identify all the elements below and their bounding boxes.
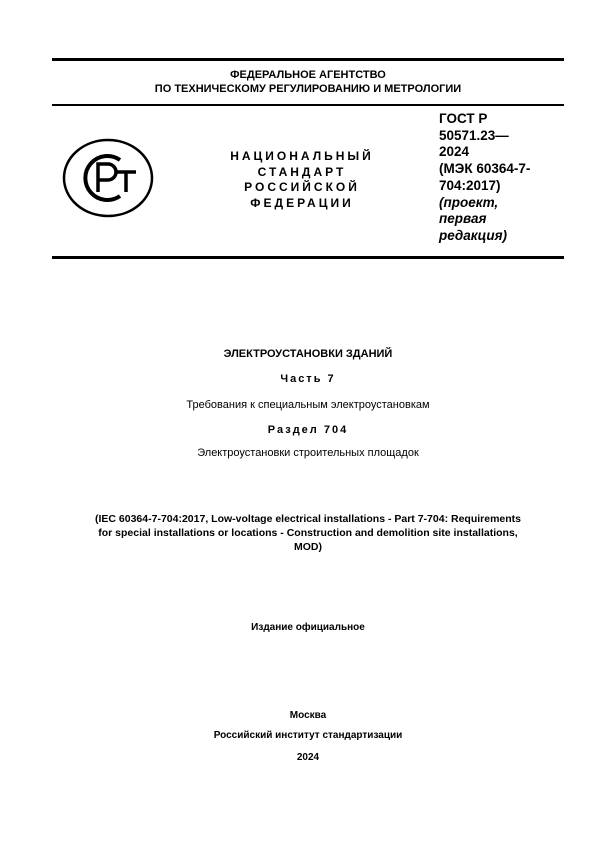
section-title: Электроустановки строительных площадок bbox=[197, 447, 419, 459]
agency-line-2: ПО ТЕХНИЧЕСКОМУ РЕГУЛИРОВАНИЮ И МЕТРОЛОГИИ bbox=[154, 83, 462, 95]
part-title: Требования к специальным электроустановкам bbox=[186, 399, 430, 411]
agency-line-1: ФЕДЕРАЛЬНОЕ АГЕНТСТВО bbox=[230, 69, 386, 81]
part-label: Часть 7 bbox=[280, 373, 336, 385]
middle-rule bbox=[52, 104, 564, 106]
bottom-rule bbox=[52, 256, 564, 259]
section-label: Раздел 704 bbox=[267, 424, 349, 436]
publication-year: 2024 bbox=[296, 752, 320, 763]
document-title: ЭЛЕКТРОУСТАНОВКИ ЗДАНИЙ bbox=[223, 348, 393, 360]
top-rule bbox=[52, 58, 564, 61]
iec-reference: (IEC 60364-7-704:2017, Low-voltage electrical installations - Part 7-704: Requirements for special installations or locations - Construction and demolition site installations, MOD) bbox=[95, 513, 521, 553]
publisher: Российский институт стандартизации bbox=[213, 730, 403, 741]
edition-label: Издание официальное bbox=[251, 622, 365, 633]
draft-status: (проект, bbox=[439, 194, 499, 210]
publication-city: Москва bbox=[289, 710, 327, 721]
gost-r-logo-icon bbox=[62, 138, 154, 218]
standard-designation: ГОСТ Р 50571.23— 2024 (МЭК 60364-7- 704:2017) (проект, первая редакция) bbox=[439, 111, 563, 245]
agency-header bbox=[52, 68, 564, 96]
national-standard-label: НАЦИОНАЛЬНЫЙ СТАНДАРТ РОССИЙСКОЙ ФЕДЕРАЦИИ bbox=[230, 149, 374, 210]
